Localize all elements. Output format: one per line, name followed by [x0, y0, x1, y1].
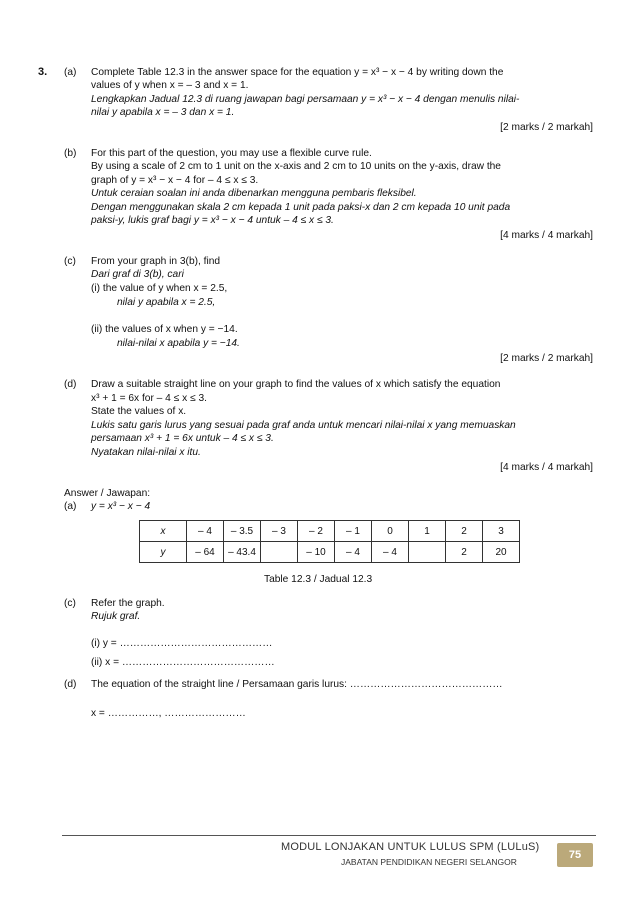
part-c-ii-en: (ii) the values of x when y = −14.	[91, 324, 238, 335]
answer-d-label: (d)	[64, 679, 77, 690]
part-c-label: (c)	[64, 256, 76, 267]
part-c-i-ms: nilai y apabila x = 2.5,	[117, 297, 216, 308]
answer-a-label: (a)	[64, 501, 77, 512]
table-cell-x: – 3	[261, 521, 298, 542]
answer-heading: Answer / Jawapan:	[64, 488, 151, 499]
answer-a-equation: y = x³ − x − 4	[91, 501, 151, 512]
table-cell-y: – 4	[372, 542, 409, 563]
part-b-marks: [4 marks / 4 markah]	[500, 230, 593, 241]
answer-c-l1: Refer the graph.	[91, 598, 165, 609]
table-cell-x: 0	[372, 521, 409, 542]
footer-subtitle: JABATAN PENDIDIKAN NEGERI SELANGOR	[341, 857, 517, 867]
part-d-l5: persamaan x³ + 1 = 6x untuk – 4 ≤ x ≤ 3.	[91, 433, 274, 444]
table-cell-y: 20	[483, 542, 520, 563]
part-b-l3: graph of y = x³ − x − 4 for – 4 ≤ x ≤ 3.	[91, 175, 259, 186]
part-d-l6: Nyatakan nilai-nilai x itu.	[91, 447, 201, 458]
table-cell-y: – 4	[335, 542, 372, 563]
part-a-ms2: nilai y apabila x = – 3 dan x = 1.	[91, 107, 235, 118]
answer-d-l2[interactable]: x = ……………, ……………………	[91, 708, 246, 719]
table-cell-y-blank[interactable]	[261, 542, 298, 563]
table-cell-x: 2	[446, 521, 483, 542]
part-c-i-en: (i) the value of y when x = 2.5,	[91, 283, 228, 294]
part-d-l2: x³ + 1 = 6x for – 4 ≤ x ≤ 3.	[91, 393, 207, 404]
part-a-marks: [2 marks / 2 markah]	[500, 122, 593, 133]
answer-c-label: (c)	[64, 598, 76, 609]
table-cell-x: 3	[483, 521, 520, 542]
page-number: 75	[557, 843, 593, 867]
part-b-l5: Dengan menggunakan skala 2 cm kepada 1 unit pada paksi-x dan 2 cm kepada 10 unit pada	[91, 202, 511, 213]
table-cell-y: – 43.4	[224, 542, 261, 563]
table-cell-y-blank[interactable]	[409, 542, 446, 563]
table-cell-x: 1	[409, 521, 446, 542]
table-cell-x: – 1	[335, 521, 372, 542]
table-cell-y: – 64	[187, 542, 224, 563]
part-d-marks: [4 marks / 4 markah]	[500, 462, 593, 473]
part-b-label: (b)	[64, 148, 77, 159]
part-a-label: (a)	[64, 67, 77, 78]
part-b-l4: Untuk ceraian soalan ini anda dibenarkan mengguna pembaris fleksibel.	[91, 188, 417, 199]
part-a-ms1: Lengkapkan Jadual 12.3 di ruang jawapan bagi persamaan y = x³ − x − 4 dengan menulis nilai-	[91, 94, 520, 105]
answer-c-l2: Rujuk graf.	[91, 611, 141, 622]
part-d-l3: State the values of x.	[91, 406, 187, 417]
table-row-y	[140, 542, 520, 563]
table-cell-y: – 10	[298, 542, 335, 563]
table-caption: Table 12.3 / Jadual 12.3	[264, 574, 373, 585]
table-row-x	[140, 521, 520, 542]
part-d-label: (d)	[64, 379, 77, 390]
part-b-l6: paksi-y, lukis graf bagi y = x³ − x − 4 untuk – 4 ≤ x ≤ 3.	[91, 215, 334, 226]
answer-c-i[interactable]: (i) y = ………………………………………	[91, 638, 273, 649]
answer-c-ii[interactable]: (ii) x = ………………………………………	[91, 657, 275, 668]
part-a-en1: Complete Table 12.3 in the answer space for the equation y = x³ − x − 4 by writing down the	[91, 67, 504, 78]
table-y-header: y	[140, 542, 187, 563]
table-cell-y: 2	[446, 542, 483, 563]
values-table	[139, 520, 520, 563]
answer-d-l1[interactable]: The equation of the straight line / Persamaan garis lurus: ………………………………………	[91, 679, 503, 690]
part-b-l2: By using a scale of 2 cm to 1 unit on the x-axis and 2 cm to 10 units on the y-axis, draw the	[91, 161, 501, 172]
footer-title: MODUL LONJAKAN UNTUK LULUS SPM (LULuS)	[281, 841, 540, 853]
part-d-l4: Lukis satu garis lurus yang sesuai pada graf anda untuk mencari nilai-nilai x yang memuaskan	[91, 420, 516, 431]
table-cell-x: – 2	[298, 521, 335, 542]
part-c-marks: [2 marks / 2 markah]	[500, 353, 593, 364]
part-a-en2: values of y when x = – 3 and x = 1.	[91, 80, 249, 91]
question-number: 3.	[38, 66, 48, 78]
part-b-l1: For this part of the question, you may use a flexible curve rule.	[91, 148, 372, 159]
part-d-l1: Draw a suitable straight line on your graph to find the values of x which satisfy the equation	[91, 379, 501, 390]
part-c-l2: Dari graf di 3(b), cari	[91, 269, 184, 280]
table-x-header: x	[140, 521, 187, 542]
part-c-ii-ms: nilai-nilai x apabila y = −14.	[117, 338, 240, 349]
table-cell-x: – 4	[187, 521, 224, 542]
footer-rule	[62, 835, 596, 836]
part-c-l1: From your graph in 3(b), find	[91, 256, 221, 267]
table-cell-x: – 3.5	[224, 521, 261, 542]
